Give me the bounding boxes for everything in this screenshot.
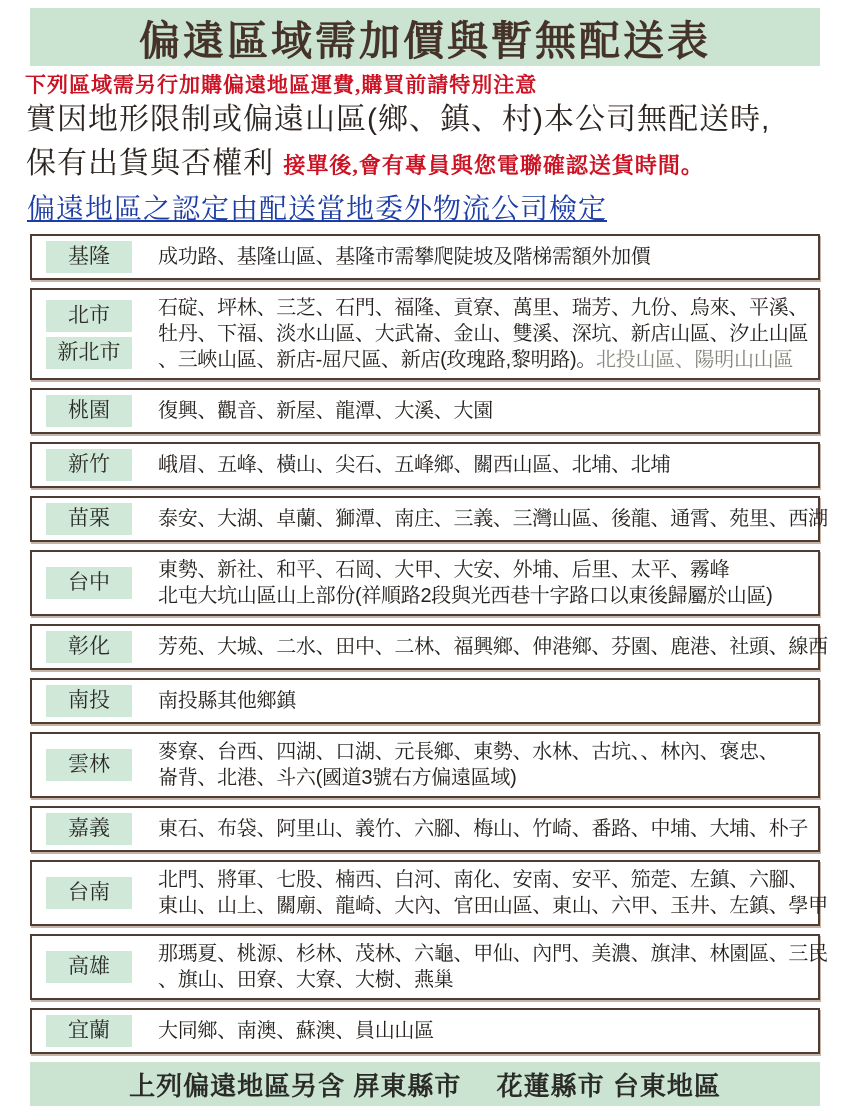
region-areas-line bbox=[158, 295, 810, 321]
region-areas-line bbox=[158, 1018, 810, 1044]
region-label: 南投 bbox=[46, 685, 132, 717]
region-areas-line bbox=[158, 816, 810, 842]
region-areas-line bbox=[158, 765, 810, 791]
region-areas-cell bbox=[158, 688, 810, 714]
table-row bbox=[30, 388, 820, 434]
region-areas-muted-text: 北投山區、陽明山山區 bbox=[596, 349, 794, 371]
region-label-column bbox=[46, 300, 132, 369]
table-row bbox=[30, 288, 820, 380]
region-areas-line bbox=[158, 739, 810, 765]
region-label: 台南 bbox=[46, 877, 132, 909]
region-areas-text: 崙背、北港、斗六(國道3號右方偏遠區域) bbox=[158, 767, 517, 789]
region-areas-text: 東勢、新社、和平、石岡、大甲、大安、外埔、后里、太平、霧峰 bbox=[158, 559, 730, 581]
region-areas-text: 東石、布袋、阿里山、義竹、六腳、梅山、竹崎、番路、中埔、大埔、朴子 bbox=[158, 818, 809, 840]
region-label: 新竹 bbox=[46, 449, 132, 481]
notice-line-2-dark: 保有出貨與否權利 bbox=[26, 147, 274, 180]
region-label-column bbox=[46, 503, 132, 535]
notice-line-2-red: 接單後,會有專員與您電聯確認送貨時間。 bbox=[283, 153, 704, 178]
region-label-column bbox=[46, 685, 132, 717]
region-label-column bbox=[46, 449, 132, 481]
title-banner bbox=[30, 8, 820, 66]
region-label-column bbox=[46, 749, 132, 781]
region-areas-cell bbox=[158, 816, 810, 842]
region-areas-text: 、旗山、田寮、大寮、大樹、燕巢 bbox=[158, 969, 454, 991]
table-row bbox=[30, 496, 828, 542]
region-table bbox=[30, 234, 828, 1054]
region-label-column bbox=[46, 241, 132, 273]
footer-text: 上列偏遠地區另含 屏東縣市 花蓮縣市 台東地區 bbox=[129, 1070, 721, 1101]
region-label-column bbox=[46, 951, 132, 983]
table-row bbox=[30, 806, 820, 852]
region-areas-cell bbox=[158, 1018, 810, 1044]
region-areas-text: 南投縣其他鄉鎮 bbox=[158, 690, 296, 712]
region-label-column bbox=[46, 1015, 132, 1047]
region-areas-text: 東山、山上、關廟、龍崎、大內、官田山區、東山、六甲、玉井、左鎮、學甲 bbox=[158, 895, 828, 917]
region-areas-line bbox=[158, 506, 828, 532]
region-areas-text: 、三峽山區、新店-屈尺區、新店(玫瑰路,黎明路)。 bbox=[158, 349, 597, 371]
region-areas-line bbox=[158, 634, 828, 660]
region-areas-cell bbox=[158, 634, 828, 660]
region-areas-cell bbox=[158, 398, 810, 424]
region-areas-line bbox=[158, 893, 828, 919]
table-row bbox=[30, 442, 820, 488]
table-row bbox=[30, 732, 820, 798]
region-areas-line bbox=[158, 398, 810, 424]
region-areas-cell bbox=[158, 452, 810, 478]
region-label: 新北市 bbox=[46, 337, 132, 369]
region-areas-cell bbox=[158, 244, 810, 270]
region-areas-line bbox=[158, 967, 810, 993]
region-label-column bbox=[46, 567, 132, 599]
region-label: 宜蘭 bbox=[46, 1015, 132, 1047]
region-areas-cell bbox=[158, 739, 810, 791]
notice-line-1: 實因地形限制或偏遠山區(鄉、鎮、村)本公司無配送時, bbox=[26, 103, 771, 136]
footer-banner bbox=[30, 1062, 820, 1106]
region-label: 桃園 bbox=[46, 395, 132, 427]
region-label: 基隆 bbox=[46, 241, 132, 273]
region-label: 台中 bbox=[46, 567, 132, 599]
table-row bbox=[30, 1008, 820, 1054]
region-areas-line bbox=[158, 941, 828, 967]
region-label-column bbox=[46, 395, 132, 427]
region-label: 雲林 bbox=[46, 749, 132, 781]
notice-line-2 bbox=[26, 142, 850, 188]
region-areas-text: 那瑪夏、桃源、杉林、茂林、六龜、甲仙、內門、美濃、旗津、林園區、三民 bbox=[158, 943, 828, 965]
region-areas-text: 芳苑、大城、二水、田中、二林、福興鄉、伸港鄉、芬園、鹿港、社頭、線西 bbox=[158, 636, 828, 658]
region-areas-line bbox=[158, 583, 810, 609]
region-areas-line bbox=[158, 557, 810, 583]
table-row bbox=[30, 678, 820, 724]
region-label-column bbox=[46, 877, 132, 909]
red-warning-text: 下列區域需另行加購偏遠地區運費,購買前請特別注意 bbox=[25, 73, 538, 97]
region-areas-line bbox=[158, 347, 810, 373]
table-row bbox=[30, 934, 828, 1000]
region-areas-text: 復興、觀音、新屋、龍潭、大溪、大園 bbox=[158, 400, 493, 422]
region-areas-line bbox=[158, 688, 810, 714]
region-areas-cell bbox=[158, 867, 828, 919]
region-areas-text: 北門、將軍、七股、楠西、白河、南化、安南、安平、笳萣、左鎮、六腳、 bbox=[158, 869, 809, 891]
region-areas-text: 大同鄉、南澳、蘇澳、員山山區 bbox=[158, 1020, 434, 1042]
region-areas-cell bbox=[158, 506, 828, 532]
region-areas-text: 成功路、基隆山區、基隆市需攀爬陡坡及階梯需額外加價 bbox=[158, 246, 651, 268]
region-label: 彰化 bbox=[46, 631, 132, 663]
region-areas-text: 石碇、坪林、三芝、石門、福隆、貢寮、萬里、瑞芳、九份、烏來、平溪、 bbox=[158, 297, 809, 319]
page-title: 偏遠區域需加價與暫無配送表 bbox=[139, 17, 711, 64]
region-areas-text: 泰安、大湖、卓蘭、獅潭、南庄、三義、三灣山區、後龍、通霄、苑里、西湖 bbox=[158, 508, 828, 530]
region-areas-line bbox=[158, 244, 810, 270]
table-row bbox=[30, 550, 820, 616]
region-areas-text: 牡丹、下福、淡水山區、大武崙、金山、雙溪、深坑、新店山區、汐止山區 bbox=[158, 323, 809, 345]
region-label: 苗栗 bbox=[46, 503, 132, 535]
region-areas-cell bbox=[158, 941, 828, 993]
region-areas-text: 北屯大坑山區山上部份(祥順路2段與光西巷十字路口以東後歸屬於山區) bbox=[158, 585, 773, 607]
region-areas-line bbox=[158, 867, 810, 893]
region-areas-line bbox=[158, 321, 810, 347]
region-areas-text: 峨眉、五峰、橫山、尖石、五峰鄉、關西山區、北埔、北埔 bbox=[158, 454, 671, 476]
region-label: 嘉義 bbox=[46, 813, 132, 845]
table-row bbox=[30, 860, 828, 926]
region-label: 北市 bbox=[46, 300, 132, 332]
region-areas-cell bbox=[158, 295, 810, 373]
region-label-column bbox=[46, 631, 132, 663]
region-label: 高雄 bbox=[46, 951, 132, 983]
table-row bbox=[30, 624, 828, 670]
table-row bbox=[30, 234, 820, 280]
region-areas-text: 麥寮、台西、四湖、口湖、元長鄉、東勢、水林、古坑、、林內、褒忠、 bbox=[158, 741, 779, 763]
determination-notice: 偏遠地區之認定由配送當地委外物流公司檢定 bbox=[27, 193, 608, 224]
region-areas-line bbox=[158, 452, 810, 478]
region-areas-cell bbox=[158, 557, 810, 609]
region-label-column bbox=[46, 813, 132, 845]
